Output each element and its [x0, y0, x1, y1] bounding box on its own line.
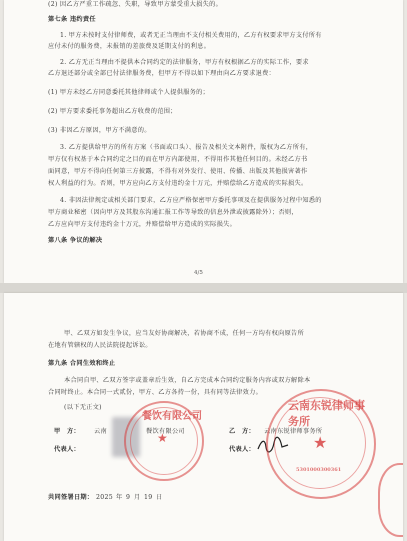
clause-line: 乙方退还部分或全部已付法律服务费，但甲方不得以如下理由向乙方要求退费：	[48, 70, 276, 77]
party-b-name: 云南东锐律师事务所	[264, 428, 323, 435]
seal-star-icon: ★	[157, 431, 168, 445]
document-page-5	[4, 293, 403, 541]
clause-line: 1. 甲方未按时支付律师费，或者无正当理由不支付相关费用的，乙方有权要求甲方支付所有	[60, 32, 322, 39]
party-a-name-end: 餐饮有限公司	[146, 428, 185, 435]
rep-a-label: 代表人：	[54, 446, 80, 453]
page-number: 4/5	[194, 270, 203, 276]
signing-date-label: 共同签署日期：	[48, 494, 94, 501]
clause-line: 2. 乙方无正当理由不提供本合同约定的法律服务，甲方有权根据乙方的实际工作，要求	[60, 59, 309, 66]
clause-line: 甲、乙双方如发生争议，应当友好协商解决，若协商不成，任何一方均有权向原告所	[64, 330, 305, 337]
signing-date-month-suffix: 月	[134, 494, 141, 501]
clause-line: 面同意，甲方不得向任何第三方披露，不得有对外发行、使用、传播、出版及其他损害著作	[48, 168, 308, 175]
clause-line: 3. 乙方提供给甲方的所有方案（书面或口头）、报告及相关文本附件，版权为乙方所有，	[60, 144, 313, 151]
clause-line: 甲方商业秘密（因向甲方及其股东沟通汇报工作等导致的信息外泄或披露除外）；否则，	[48, 209, 298, 216]
clause-line: 乙方应向甲方支付违约金十万元，并赔偿给甲方造成的实际损失。	[48, 221, 237, 228]
signing-date-day: 19	[144, 494, 153, 501]
no-further-text-note: (以下无正文)	[64, 404, 102, 411]
list-item: (1) 甲方未经乙方同意委托其他律师或个人提供服务的；	[48, 89, 210, 96]
clause-line: 合同时终止。本合同一式贰份，甲方、乙方各持一份，具有同等法律效力。	[48, 389, 263, 396]
party-b-label: 乙 方：	[229, 428, 255, 435]
rep-b-label: 代表人：	[229, 446, 255, 453]
document-page-4	[4, 0, 403, 283]
cross-page-seal-fragment	[378, 463, 403, 537]
signing-date-year: 2025	[96, 494, 113, 501]
section-heading-article-7: 第七条 违约责任	[48, 16, 96, 23]
signing-date-day-suffix: 日	[156, 494, 163, 501]
clause-line: (2) 因乙方严重工作疏忽、失职，导致甲方蒙受重大损失的。	[48, 1, 223, 8]
party-a-label: 甲 方：	[54, 428, 80, 435]
clause-line: 权人利益的行为。否则，甲方应向乙方支付违约金十万元，并赔偿给乙方造成的实际损失。	[48, 180, 308, 187]
clause-line: 应付未付的服务费，未报销的差旅费及延期支付的利息。	[48, 43, 211, 50]
clause-line: 本合同自甲、乙双方签字或盖章后生效，自乙方完成本合同约定服务内容或双方解除本	[64, 377, 311, 384]
list-item: (2) 甲方要求委托事务超出乙方收费的范围；	[48, 108, 177, 115]
clause-line: 在地有管辖权的人民法院提起诉讼。	[48, 342, 152, 349]
page-separator	[0, 283, 407, 293]
section-heading-article-8: 第八条 争议的解决	[48, 237, 103, 244]
signing-date-year-suffix: 年	[116, 494, 123, 501]
list-item: (3) 非因乙方原因，甲方不满意的。	[48, 127, 151, 134]
section-heading-article-9: 第九条 合同生效和终止	[48, 360, 116, 367]
party-a-name-start: 云南	[94, 428, 107, 435]
seal-star-icon: ★	[313, 433, 328, 452]
clause-line: 4. 非因法律规定或相关部门要求，乙方应严格保密甲方委托事项及在提供服务过程中知悉的	[60, 197, 322, 204]
clause-line: 甲方仅有权基于本合同约定之目的而在甲方内部使用，不得用作其他任何目的。未经乙方书	[48, 156, 308, 163]
party-a-seal: 餐饮有限公司 ★	[124, 401, 204, 481]
signing-date-month: 9	[126, 494, 131, 501]
party-b-seal: 云南东锐律师事务所 ★ 5301000300361	[266, 389, 376, 499]
